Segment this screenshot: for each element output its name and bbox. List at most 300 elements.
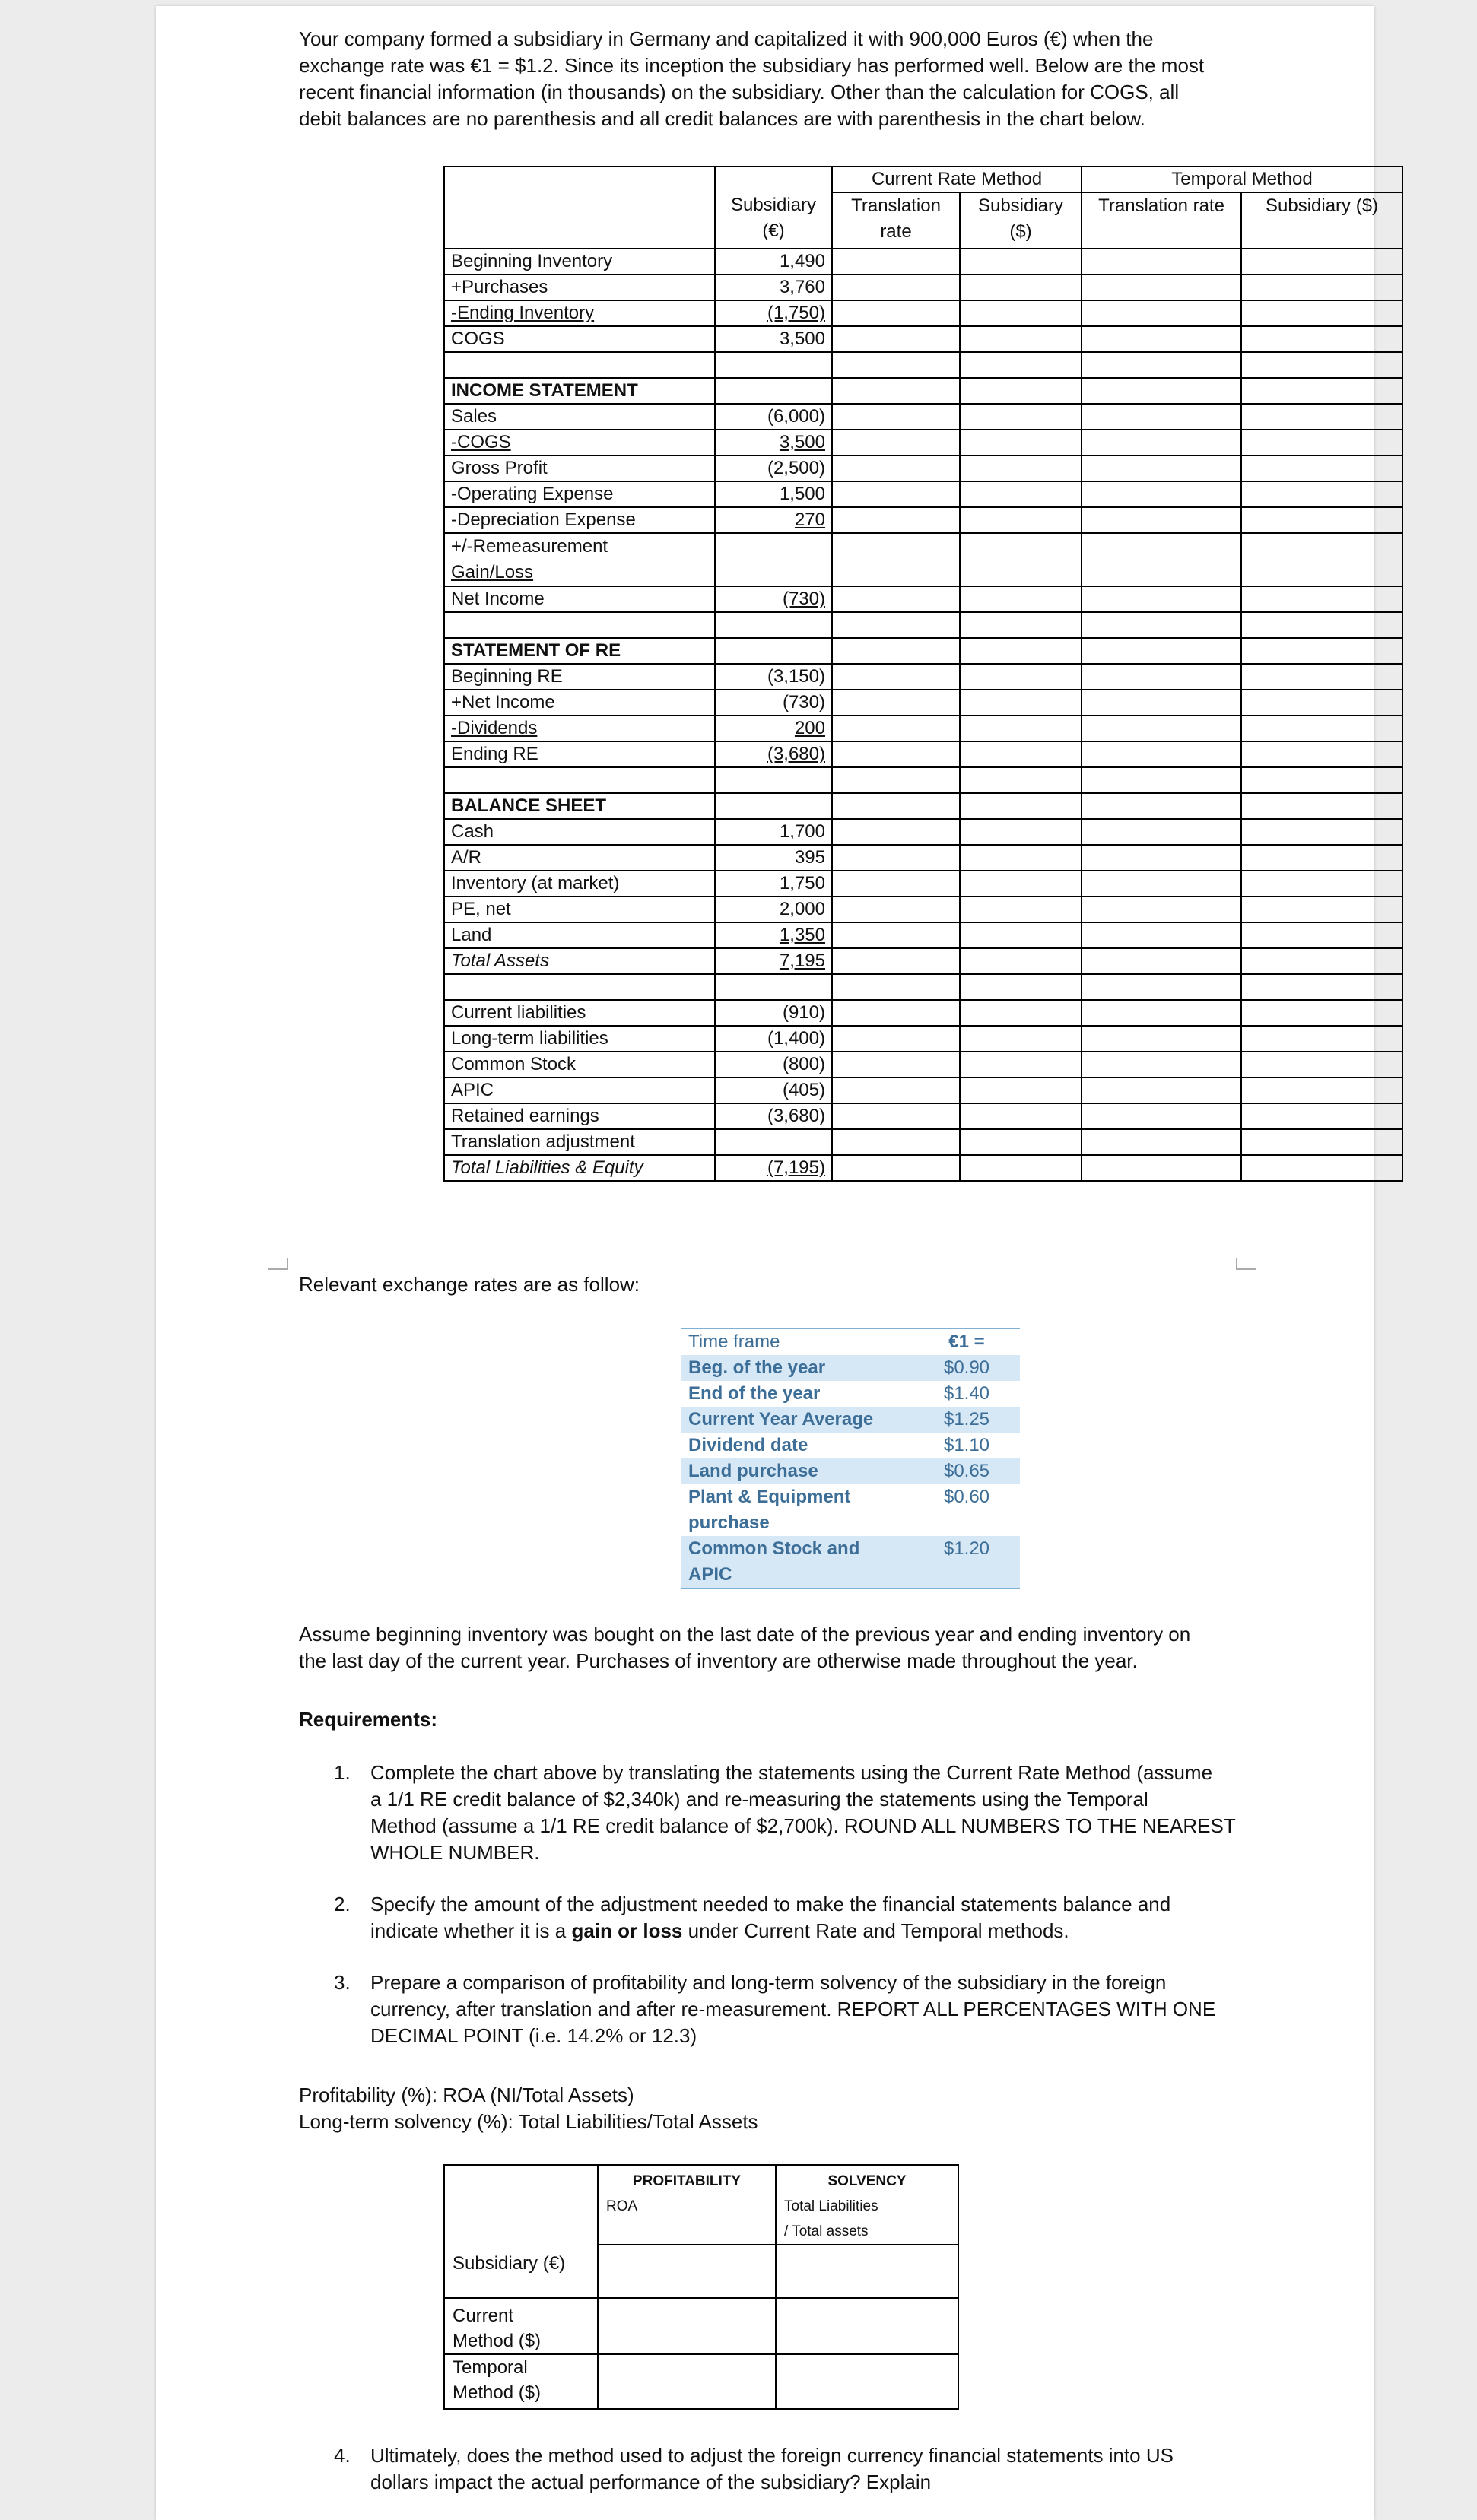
temporal-translation-cell[interactable] xyxy=(1082,455,1241,481)
statement-row xyxy=(444,1000,1402,1026)
current-rate-usd-cell[interactable] xyxy=(960,404,1082,430)
solvency-input-cell[interactable] xyxy=(776,2354,958,2409)
temporal-translation-cell[interactable] xyxy=(1082,897,1241,922)
row-label-text: Total Liabilities & Equity xyxy=(451,1157,643,1178)
temporal-translation-cell[interactable] xyxy=(1082,1129,1241,1155)
requirement-number: 4. xyxy=(334,2444,351,2467)
subsidiary-eur-value xyxy=(715,819,832,845)
temporal-translation-cell[interactable] xyxy=(1082,845,1241,871)
row-label xyxy=(444,612,715,638)
temporal-usd-cell[interactable] xyxy=(1241,404,1402,430)
current-rate-usd-cell[interactable] xyxy=(960,1103,1082,1129)
row-label xyxy=(444,819,715,845)
current-rate-translation-cell[interactable] xyxy=(832,690,960,716)
requirements-list xyxy=(334,1760,1353,2049)
roa-input-cell[interactable] xyxy=(598,2354,776,2409)
statement-row xyxy=(444,793,1402,819)
current-rate-usd-cell[interactable] xyxy=(960,1026,1082,1052)
current-rate-usd-cell[interactable] xyxy=(960,507,1082,533)
row-label-text: PE, net xyxy=(451,899,511,919)
temporal-translation-cell[interactable] xyxy=(1082,871,1241,897)
subsidiary-eur-value xyxy=(715,1052,832,1078)
temporal-usd-cell[interactable] xyxy=(1241,1000,1402,1026)
temporal-usd-cell[interactable] xyxy=(1241,716,1402,741)
row-label-text: +Net Income xyxy=(451,692,555,713)
row-label xyxy=(444,533,715,586)
temporal-usd-cell[interactable] xyxy=(1241,819,1402,845)
temporal-usd-cell[interactable] xyxy=(1241,533,1402,586)
fx-timeframe: Current Year Average xyxy=(681,1407,913,1433)
statement-row xyxy=(444,1129,1402,1155)
fx-rate: $0.90 xyxy=(913,1355,1020,1381)
temporal-usd-cell[interactable] xyxy=(1241,1155,1402,1181)
fx-rate: $0.60 xyxy=(943,1487,990,1507)
intro-paragraph xyxy=(299,26,1204,132)
value-text: (910) xyxy=(782,1002,825,1023)
value-text: (7,195) xyxy=(767,1157,825,1178)
row-label xyxy=(444,326,715,352)
temporal-translation-cell[interactable] xyxy=(1082,1078,1241,1103)
current-rate-translation-cell[interactable] xyxy=(832,638,960,664)
temporal-usd-cell[interactable] xyxy=(1241,948,1402,974)
current-rate-translation-cell[interactable] xyxy=(832,897,960,922)
current-rate-translation-cell[interactable] xyxy=(832,612,960,638)
value-text: (730) xyxy=(782,692,825,713)
fx-timeframe: Common Stock and APIC xyxy=(681,1536,913,1588)
row-label-text: Inventory (at market) xyxy=(451,873,620,893)
current-rate-usd-cell[interactable] xyxy=(960,1078,1082,1103)
solvency-input-cell[interactable] xyxy=(776,2298,958,2354)
row-label xyxy=(444,741,715,767)
row-label-text: Land xyxy=(451,925,492,945)
current-rate-translation-cell[interactable] xyxy=(832,586,960,612)
temporal-usd-cell[interactable] xyxy=(1241,664,1402,690)
row-label xyxy=(444,430,715,455)
temporal-translation-cell[interactable] xyxy=(1082,1103,1241,1129)
fx-timeframe: End of the year xyxy=(688,1383,821,1404)
subsidiary-eur-value xyxy=(715,638,832,664)
current-rate-translation-cell[interactable] xyxy=(832,507,960,533)
temporal-usd-cell[interactable] xyxy=(1241,974,1402,1000)
row-label xyxy=(444,716,715,741)
statement-row xyxy=(444,897,1402,922)
temporal-usd-cell[interactable] xyxy=(1241,845,1402,871)
value-text: (1,400) xyxy=(767,1028,825,1049)
subsidiary-eur-value xyxy=(715,300,832,326)
current-rate-usd-cell[interactable] xyxy=(960,845,1082,871)
tl-ta-label: / Total assets xyxy=(784,2223,869,2239)
current-rate-usd-cell[interactable] xyxy=(960,871,1082,897)
temporal-usd-cell[interactable] xyxy=(1241,481,1402,507)
temporal-usd-cell[interactable] xyxy=(1241,871,1402,897)
temporal-translation-cell[interactable] xyxy=(1082,300,1241,326)
temporal-translation-cell[interactable] xyxy=(1082,638,1241,664)
temporal-usd-cell[interactable] xyxy=(1241,741,1402,767)
current-rate-usd-cell[interactable] xyxy=(960,1155,1082,1181)
temporal-translation-cell[interactable] xyxy=(1082,249,1241,275)
current-rate-translation-cell[interactable] xyxy=(832,1000,960,1026)
ratio-row-label-line: Temporal xyxy=(453,2357,528,2378)
requirement-text: under Current Rate and Temporal methods. xyxy=(682,1919,1069,1942)
current-rate-usd-cell[interactable] xyxy=(960,819,1082,845)
row-label xyxy=(444,845,715,871)
current-rate-usd-cell[interactable] xyxy=(960,974,1082,1000)
current-rate-translation-cell[interactable] xyxy=(832,845,960,871)
fx-row xyxy=(681,1433,1020,1458)
header-blank-cell xyxy=(444,167,715,249)
fx-timeframe: Land purchase xyxy=(681,1458,913,1484)
row-label-text: -COGS xyxy=(451,432,511,452)
row-label-text: -Dividends xyxy=(451,718,538,738)
temporal-usd-cell[interactable] xyxy=(1241,767,1402,793)
temporal-usd-cell[interactable] xyxy=(1241,1052,1402,1078)
current-rate-translation-cell[interactable] xyxy=(832,1026,960,1052)
temporal-translation-cell[interactable] xyxy=(1082,533,1241,586)
fx-rate: $1.10 xyxy=(943,1435,990,1455)
temporal-translation-cell[interactable] xyxy=(1082,352,1241,378)
temporal-translation-cell[interactable] xyxy=(1082,612,1241,638)
ratio-row-label-line: Method ($) xyxy=(453,2331,542,2351)
value-text: 1,750 xyxy=(779,873,825,893)
row-label-text: Total Assets xyxy=(451,951,549,971)
temporal-translation-cell[interactable] xyxy=(1082,1052,1241,1078)
solvency-header: SOLVENCY xyxy=(827,2173,907,2189)
temporal-usd-cell[interactable] xyxy=(1241,922,1402,948)
row-label xyxy=(444,275,715,300)
statement-row xyxy=(444,664,1402,690)
fx-header-timeframe: Time frame xyxy=(688,1331,780,1352)
statement-row xyxy=(444,249,1402,275)
row-label xyxy=(444,690,715,716)
temporal-translation-cell[interactable] xyxy=(1082,1155,1241,1181)
temporal-translation-cell[interactable] xyxy=(1082,767,1241,793)
subsidiary-eur-value xyxy=(715,845,832,871)
temporal-translation-cell[interactable] xyxy=(1082,507,1241,533)
current-rate-translation-cell[interactable] xyxy=(832,1129,960,1155)
temporal-usd-cell[interactable] xyxy=(1241,275,1402,300)
statement-row xyxy=(444,533,1402,586)
value-text: (1,750) xyxy=(767,303,825,323)
fx-intro: Relevant exchange rates are as follow: xyxy=(299,1273,640,1296)
current-rate-usd-cell[interactable] xyxy=(960,586,1082,612)
row-label-text: Beginning RE xyxy=(451,666,563,687)
current-rate-usd-cell[interactable] xyxy=(960,352,1082,378)
current-rate-translation-cell[interactable] xyxy=(832,793,960,819)
temporal-usd-cell[interactable] xyxy=(1241,690,1402,716)
statement-row xyxy=(444,1155,1402,1181)
temporal-usd-cell[interactable] xyxy=(1241,1103,1402,1129)
current-rate-usd-cell[interactable] xyxy=(960,948,1082,974)
fx-row xyxy=(681,1458,1020,1484)
requirement-item xyxy=(334,1891,1353,1944)
statement-row xyxy=(444,741,1402,767)
temporal-translation-cell[interactable] xyxy=(1082,741,1241,767)
row-label-text: A/R xyxy=(451,847,482,868)
financial-statements-table xyxy=(443,166,1403,1182)
requirement-line: dollars impact the actual performance of the subsidiary? Explain xyxy=(370,2471,932,2493)
translation-rate-header: Translation rate xyxy=(832,192,960,249)
row-label xyxy=(444,586,715,612)
temporal-usd-cell[interactable] xyxy=(1241,638,1402,664)
current-rate-translation-cell[interactable] xyxy=(832,481,960,507)
temporal-usd-cell[interactable] xyxy=(1241,612,1402,638)
temporal-translation-cell[interactable] xyxy=(1082,275,1241,300)
current-rate-translation-cell[interactable] xyxy=(832,1078,960,1103)
subsidiary-eur-value xyxy=(715,1129,832,1155)
current-rate-translation-cell[interactable] xyxy=(832,430,960,455)
value-text: (2,500) xyxy=(767,458,825,478)
temporal-translation-cell[interactable] xyxy=(1082,922,1241,948)
fx-row xyxy=(681,1407,1020,1433)
current-rate-usd-cell[interactable] xyxy=(960,1052,1082,1078)
statement-row xyxy=(444,1078,1402,1103)
current-rate-translation-cell[interactable] xyxy=(832,767,960,793)
temporal-usd-cell[interactable] xyxy=(1241,586,1402,612)
subsidiary-eur-value xyxy=(715,481,832,507)
current-rate-translation-cell[interactable] xyxy=(832,974,960,1000)
current-rate-translation-cell[interactable] xyxy=(832,378,960,404)
row-label-text: -Depreciation Expense xyxy=(451,509,636,530)
current-rate-translation-cell[interactable] xyxy=(832,326,960,352)
subsidiary-eur-value xyxy=(715,767,832,793)
statement-row xyxy=(444,974,1402,1000)
value-text: 1,490 xyxy=(779,251,825,271)
current-rate-usd-cell[interactable] xyxy=(960,664,1082,690)
temporal-usd-cell[interactable] xyxy=(1241,1129,1402,1155)
subsidiary-eur-value xyxy=(715,404,832,430)
current-rate-translation-cell[interactable] xyxy=(832,664,960,690)
temporal-usd-cell[interactable] xyxy=(1241,897,1402,922)
profitability-header: PROFITABILITY xyxy=(632,2173,742,2189)
temporal-translation-cell[interactable] xyxy=(1082,1026,1241,1052)
current-rate-translation-cell[interactable] xyxy=(832,819,960,845)
current-rate-usd-cell[interactable] xyxy=(960,922,1082,948)
temporal-usd-cell[interactable] xyxy=(1241,793,1402,819)
statement-row xyxy=(444,871,1402,897)
temporal-method-header: Temporal Method xyxy=(1082,167,1402,192)
temporal-translation-cell[interactable] xyxy=(1082,404,1241,430)
row-label-text: INCOME STATEMENT xyxy=(451,380,638,401)
subsidiary-eur-value xyxy=(715,1026,832,1052)
current-rate-usd-cell[interactable] xyxy=(960,481,1082,507)
assumption-line: Assume beginning inventory was bought on the last date of the previous year and ending inventory on xyxy=(299,1623,1191,1646)
value-text: 1,700 xyxy=(779,821,825,842)
ratio-definitions xyxy=(299,2082,758,2135)
current-rate-method-header: Current Rate Method xyxy=(832,167,1082,192)
requirement-text: indicate whether it is a xyxy=(370,1919,572,1942)
roa-input-cell[interactable] xyxy=(598,2298,776,2354)
temporal-translation-cell[interactable] xyxy=(1082,586,1241,612)
value-text: (405) xyxy=(782,1080,825,1100)
fx-rate: $1.25 xyxy=(913,1407,1020,1433)
row-label xyxy=(444,1155,715,1181)
current-rate-translation-cell[interactable] xyxy=(832,1103,960,1129)
document-page xyxy=(156,6,1379,2520)
temporal-usd-cell[interactable] xyxy=(1241,1078,1402,1103)
fx-row xyxy=(681,1381,1020,1407)
statement-row xyxy=(444,1052,1402,1078)
statement-row xyxy=(444,481,1402,507)
current-rate-translation-cell[interactable] xyxy=(832,249,960,275)
temporal-usd-cell[interactable] xyxy=(1241,378,1402,404)
ratio-row-label-line: Current xyxy=(453,2306,514,2326)
subsidiary-eur-value xyxy=(715,275,832,300)
row-label-text: -Ending Inventory xyxy=(451,303,595,323)
temporal-translation-cell[interactable] xyxy=(1082,974,1241,1000)
temporal-usd-cell[interactable] xyxy=(1241,300,1402,326)
row-label-text: +/-Remeasurement xyxy=(451,536,608,557)
statement-row xyxy=(444,690,1402,716)
current-rate-usd-cell[interactable] xyxy=(960,430,1082,455)
current-rate-usd-cell[interactable] xyxy=(960,455,1082,481)
subsidiary-eur-value xyxy=(715,948,832,974)
header-blank-cell xyxy=(715,167,832,192)
temporal-usd-cell[interactable] xyxy=(1241,455,1402,481)
requirement-emphasis: gain or loss xyxy=(571,1919,683,1942)
current-rate-usd-cell[interactable] xyxy=(960,378,1082,404)
temporal-translation-cell[interactable] xyxy=(1082,326,1241,352)
fx-rate: $1.20 xyxy=(913,1536,1020,1588)
current-rate-usd-cell[interactable] xyxy=(960,275,1082,300)
requirement-number: 1. xyxy=(334,1761,351,1784)
statement-row xyxy=(444,845,1402,871)
temporal-translation-cell[interactable] xyxy=(1082,378,1241,404)
temporal-translation-cell[interactable] xyxy=(1082,481,1241,507)
current-rate-usd-cell[interactable] xyxy=(960,1129,1082,1155)
row-label-text: Current liabilities xyxy=(451,1002,586,1023)
current-rate-translation-cell[interactable] xyxy=(832,533,960,586)
row-label xyxy=(444,378,715,404)
requirements-title: Requirements: xyxy=(299,1708,438,1731)
value-text: 1,350 xyxy=(779,925,825,945)
row-label-text: Gain/Loss xyxy=(451,562,534,582)
current-rate-translation-cell[interactable] xyxy=(832,455,960,481)
definition-line: Profitability (%): ROA (NI/Total Assets) xyxy=(299,2084,634,2106)
temporal-usd-cell[interactable] xyxy=(1241,430,1402,455)
subsidiary-eur-value xyxy=(715,741,832,767)
margin-corner-mark xyxy=(1236,1258,1256,1270)
temporal-usd-cell[interactable] xyxy=(1241,326,1402,352)
intro-line: recent financial information (in thousands) on the subsidiary. Other than the calculation for COGS, all xyxy=(299,81,1180,103)
statement-row xyxy=(444,922,1402,948)
current-rate-usd-cell[interactable] xyxy=(960,1000,1082,1026)
temporal-translation-cell[interactable] xyxy=(1082,690,1241,716)
subsidiary-eur-value xyxy=(715,507,832,533)
fx-row xyxy=(681,1355,1020,1381)
current-rate-usd-cell[interactable] xyxy=(960,326,1082,352)
current-rate-usd-cell[interactable] xyxy=(960,249,1082,275)
temporal-translation-cell[interactable] xyxy=(1082,793,1241,819)
temporal-translation-cell[interactable] xyxy=(1082,819,1241,845)
temporal-translation-cell[interactable] xyxy=(1082,1000,1241,1026)
subsidiary-eur-value xyxy=(715,455,832,481)
current-rate-translation-cell[interactable] xyxy=(832,948,960,974)
statement-row xyxy=(444,352,1402,378)
current-rate-translation-cell[interactable] xyxy=(832,1052,960,1078)
current-rate-usd-cell[interactable] xyxy=(960,638,1082,664)
temporal-translation-cell[interactable] xyxy=(1082,664,1241,690)
temporal-usd-cell[interactable] xyxy=(1241,1026,1402,1052)
roa-input-cell[interactable] xyxy=(598,2245,776,2298)
current-rate-translation-cell[interactable] xyxy=(832,404,960,430)
temporal-usd-cell[interactable] xyxy=(1241,352,1402,378)
value-text: (3,680) xyxy=(767,744,825,764)
temporal-translation-cell[interactable] xyxy=(1082,716,1241,741)
current-rate-usd-cell[interactable] xyxy=(960,716,1082,741)
row-label-text: Beginning Inventory xyxy=(451,251,613,271)
row-label-text: APIC xyxy=(451,1080,494,1100)
current-rate-translation-cell[interactable] xyxy=(832,922,960,948)
subsidiary-eur-value xyxy=(715,249,832,275)
tl-ta-label: Total Liabilities xyxy=(784,2198,878,2214)
intro-line: exchange rate was €1 = $1.2. Since its inception the subsidiary has performed well. Below are the most xyxy=(299,54,1205,77)
current-rate-usd-cell[interactable] xyxy=(960,612,1082,638)
current-rate-translation-cell[interactable] xyxy=(832,871,960,897)
row-label xyxy=(444,300,715,326)
current-rate-translation-cell[interactable] xyxy=(832,275,960,300)
current-rate-usd-cell[interactable] xyxy=(960,533,1082,586)
row-label-text: Retained earnings xyxy=(451,1106,599,1126)
value-text: (6,000) xyxy=(767,406,825,427)
requirement-line: Ultimately, does the method used to adjust the foreign currency financial statements into US xyxy=(370,2444,1174,2467)
translation-rate-header: Translation rate xyxy=(1082,192,1241,249)
row-label xyxy=(444,974,715,1000)
statement-row xyxy=(444,326,1402,352)
statement-row xyxy=(444,455,1402,481)
current-rate-usd-cell[interactable] xyxy=(960,690,1082,716)
current-rate-usd-cell[interactable] xyxy=(960,300,1082,326)
value-text: 200 xyxy=(794,718,825,738)
row-label-text: STATEMENT OF RE xyxy=(451,640,621,661)
solvency-input-cell[interactable] xyxy=(776,2245,958,2298)
value-text: 395 xyxy=(794,847,825,868)
subsidiary-eur-value xyxy=(715,378,832,404)
current-rate-usd-cell[interactable] xyxy=(960,767,1082,793)
statement-row xyxy=(444,507,1402,533)
statement-row xyxy=(444,612,1402,638)
current-rate-translation-cell[interactable] xyxy=(832,1155,960,1181)
current-rate-usd-cell[interactable] xyxy=(960,741,1082,767)
temporal-translation-cell[interactable] xyxy=(1082,430,1241,455)
subsidiary-usd-header: Subsidiary ($) xyxy=(1241,192,1402,249)
current-rate-translation-cell[interactable] xyxy=(832,741,960,767)
row-label xyxy=(444,897,715,922)
subsidiary-eur-value xyxy=(715,1103,832,1129)
intro-line: Your company formed a subsidiary in Germany and capitalized it with 900,000 Euros (€) when the xyxy=(299,27,1154,50)
current-rate-translation-cell[interactable] xyxy=(832,300,960,326)
subsidiary-eur-value xyxy=(715,1000,832,1026)
current-rate-translation-cell[interactable] xyxy=(832,716,960,741)
statement-row xyxy=(444,716,1402,741)
row-label xyxy=(444,481,715,507)
temporal-usd-cell[interactable] xyxy=(1241,249,1402,275)
requirement-item xyxy=(334,1969,1353,2049)
subsidiary-eur-value xyxy=(715,716,832,741)
fx-row xyxy=(681,1536,1020,1588)
subsidiary-usd-header: Subsidiary ($) xyxy=(960,192,1082,249)
requirement-line: DECIMAL POINT (i.e. 14.2% or 12.3) xyxy=(370,2024,697,2047)
current-rate-usd-cell[interactable] xyxy=(960,793,1082,819)
current-rate-translation-cell[interactable] xyxy=(832,352,960,378)
subsidiary-eur-value xyxy=(715,430,832,455)
subsidiary-eur-value xyxy=(715,352,832,378)
requirement-item xyxy=(334,2442,1353,2496)
subsidiary-eur-value xyxy=(715,533,832,586)
temporal-usd-cell[interactable] xyxy=(1241,507,1402,533)
current-rate-usd-cell[interactable] xyxy=(960,897,1082,922)
temporal-translation-cell[interactable] xyxy=(1082,948,1241,974)
statement-row xyxy=(444,1026,1402,1052)
